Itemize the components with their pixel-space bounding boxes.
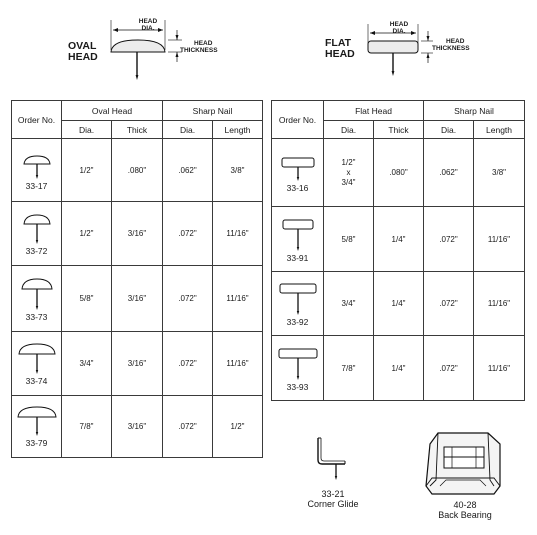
- flat-tack-icon: [280, 152, 316, 182]
- table-row: [12, 139, 263, 202]
- back-bearing-code: 40-28: [453, 500, 477, 510]
- corner-glide-code: 33-21: [321, 489, 345, 499]
- sharp-nail-group-header: Sharp Nail: [424, 101, 525, 121]
- oval-tack-icon: [16, 405, 58, 437]
- corner-glide-icon: [318, 438, 345, 480]
- order-cell: [272, 272, 324, 336]
- order-number: 33-72: [25, 246, 48, 256]
- oval-tack-icon: [20, 150, 54, 180]
- flat-head-table: [271, 100, 525, 401]
- corner-glide-caption: [300, 489, 366, 509]
- col-thick: Thick: [374, 121, 424, 139]
- nail-dia-cell: .072": [163, 202, 213, 266]
- nail-dia-cell: .062": [163, 139, 213, 202]
- order-number: 33-73: [25, 312, 48, 322]
- table-row: [12, 396, 263, 458]
- oval-head-thickness-label: HEAD THICKNESS: [180, 40, 218, 54]
- thick-cell: 1/4": [374, 336, 424, 401]
- table-row: [12, 202, 263, 266]
- length-cell: 3/8": [474, 139, 525, 207]
- oval-head-group-header: Oval Head: [62, 101, 163, 121]
- flat-head-title: FLAT HEAD: [325, 37, 355, 60]
- thick-cell: 3/16": [112, 266, 163, 332]
- flat-tack-icon: [277, 345, 319, 381]
- order-no-header: Order No.: [272, 101, 324, 139]
- col-nail-dia: Dia.: [163, 121, 213, 139]
- order-cell: [12, 266, 62, 332]
- order-cell: [272, 139, 324, 207]
- length-cell: 11/16": [213, 332, 263, 396]
- table-row: [272, 207, 525, 272]
- back-bearing-caption: [428, 500, 502, 520]
- back-bearing-name: Back Bearing: [438, 510, 492, 520]
- order-number: 33-92: [286, 317, 309, 327]
- thick-cell: .080": [374, 139, 424, 207]
- length-cell: 1/2": [213, 396, 263, 458]
- col-nail-dia: Dia.: [424, 121, 474, 139]
- flat-head-dia-label: HEAD DIA.: [389, 21, 409, 35]
- length-cell: 11/16": [474, 207, 525, 272]
- sharp-nail-group-header: Sharp Nail: [163, 101, 263, 121]
- dia-cell: 5/8": [324, 207, 374, 272]
- table-row: [272, 336, 525, 401]
- table-row: [272, 139, 525, 207]
- flat-tack-icon: [280, 216, 316, 252]
- col-length: Length: [213, 121, 263, 139]
- thick-cell: .080": [112, 139, 163, 202]
- order-number: 33-16: [286, 183, 309, 193]
- oval-head-table: [11, 100, 263, 458]
- nail-dia-cell: .072": [424, 336, 474, 401]
- thick-cell: 1/4": [374, 272, 424, 336]
- flat-tack-icon: [278, 280, 318, 316]
- nail-dia-cell: .072": [163, 396, 213, 458]
- back-bearing-icon: [426, 433, 500, 494]
- order-cell: [12, 139, 62, 202]
- corner-glide-name: Corner Glide: [307, 499, 359, 509]
- dia-cell: 7/8": [324, 336, 374, 401]
- order-cell: [12, 202, 62, 266]
- order-number: 33-17: [25, 180, 48, 191]
- thick-cell: 3/16": [112, 202, 163, 266]
- nail-dia-cell: .072": [424, 207, 474, 272]
- thick-cell: 3/16": [112, 396, 163, 458]
- dia-cell: 1/2": [62, 202, 112, 266]
- oval-tack-icon: [19, 275, 55, 311]
- oval-tack-icon: [17, 341, 57, 375]
- nail-dia-cell: .072": [424, 272, 474, 336]
- length-cell: 11/16": [474, 336, 525, 401]
- table-row: [12, 266, 263, 332]
- thick-cell: 1/4": [374, 207, 424, 272]
- order-number: 33-74: [25, 376, 48, 386]
- dia-cell: 5/8": [62, 266, 112, 332]
- dia-cell: 7/8": [62, 396, 112, 458]
- dia-cell: 3/4": [324, 272, 374, 336]
- order-cell: [272, 336, 324, 401]
- table-row: [272, 272, 525, 336]
- col-dia: Dia.: [324, 121, 374, 139]
- oval-head-dia-label: HEAD DIA.: [138, 18, 158, 32]
- length-cell: 11/16": [213, 266, 263, 332]
- order-number: 33-91: [286, 252, 309, 263]
- order-cell: [12, 332, 62, 396]
- nail-dia-cell: .072": [163, 266, 213, 332]
- dia-cell: 3/4": [62, 332, 112, 396]
- col-thick: Thick: [112, 121, 163, 139]
- col-length: Length: [474, 121, 525, 139]
- length-cell: 11/16": [474, 272, 525, 336]
- length-cell: 11/16": [213, 202, 263, 266]
- oval-tack-icon: [20, 211, 54, 245]
- order-number: 33-79: [25, 438, 48, 448]
- dia-cell: 1/2": [62, 139, 112, 202]
- table-row: [12, 332, 263, 396]
- order-no-header: Order No.: [12, 101, 62, 139]
- thick-cell: 3/16": [112, 332, 163, 396]
- order-cell: [272, 207, 324, 272]
- flat-head-thickness-label: HEAD THICKNESS: [432, 38, 470, 52]
- flat-head-group-header: Flat Head: [324, 101, 424, 121]
- dia-cell: 1/2" x 3/4": [324, 139, 374, 207]
- length-cell: 3/8": [213, 139, 263, 202]
- nail-dia-cell: .062": [424, 139, 474, 207]
- order-cell: [12, 396, 62, 458]
- col-dia: Dia.: [62, 121, 112, 139]
- order-number: 33-93: [286, 381, 309, 392]
- nail-dia-cell: .072": [163, 332, 213, 396]
- oval-head-title: OVAL HEAD: [68, 40, 98, 63]
